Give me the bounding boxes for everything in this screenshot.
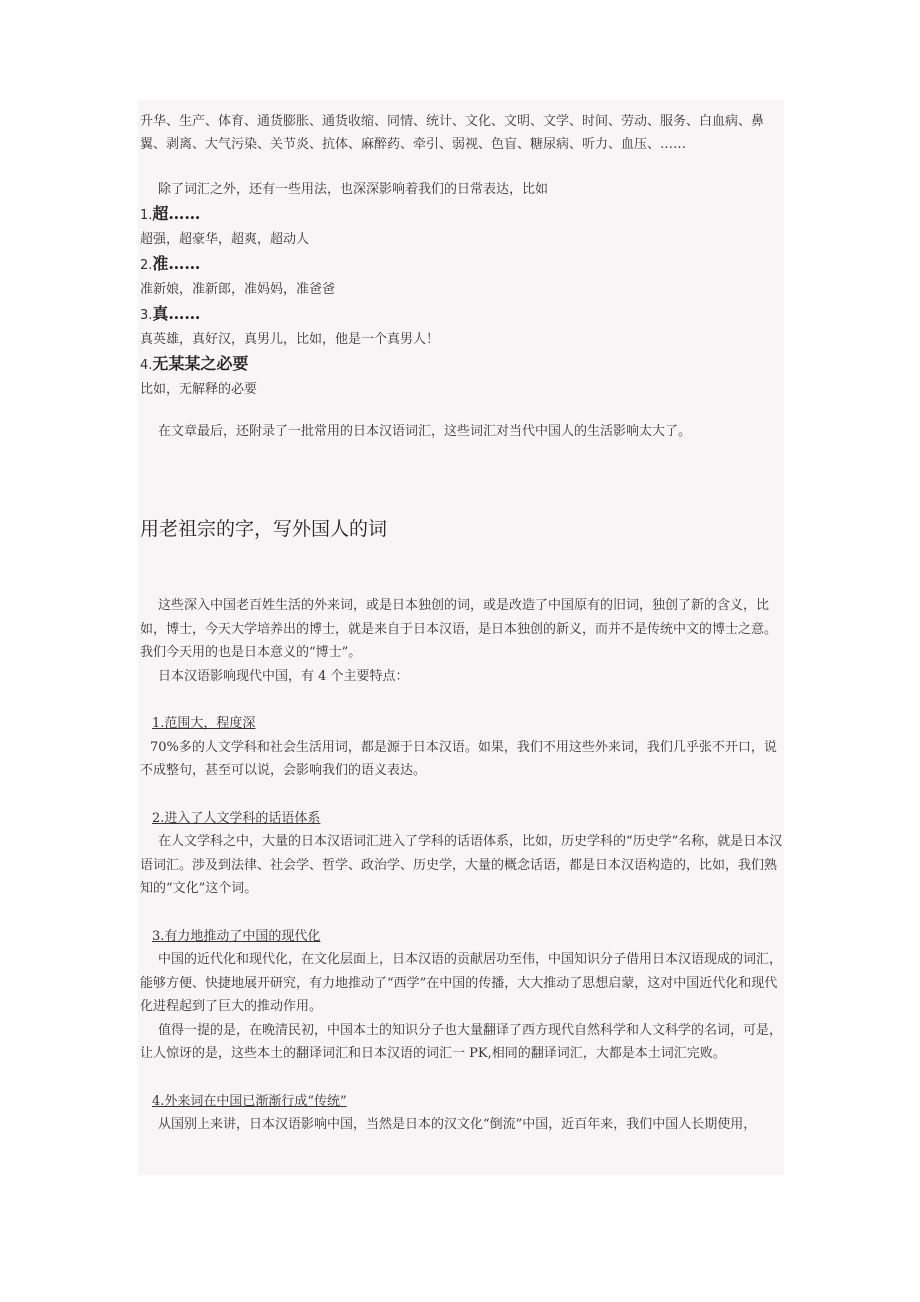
usage-heading-2: 2.准…… [140, 253, 201, 273]
spacer [140, 783, 784, 807]
usage-intro-paragraph: 除了词汇之外，还有一些用法，也深深影响着我们的日常表达，比如 [158, 182, 549, 197]
usage-examples-2: 准新娘，准新郎，准妈妈，准爸爸 [140, 281, 336, 297]
spacer [140, 1066, 784, 1090]
point-title-1: 1.范围大，程度深 [152, 716, 256, 731]
usage-list [140, 202, 784, 402]
point-paragraph: 在人文学科之中，大量的日本汉语词汇进入了学科的话语体系，比如，历史学科的“历史学”名称，就是日本汉语词汇。涉及到法律、社会学、哲学、政治学、历史学，大量的概念话语，都是日本汉语构造的，比如，我们熟知的“文化”这个词。 [140, 834, 783, 896]
usage-heading-3: 3.真…… [140, 303, 201, 323]
usage-word: 准…… [152, 253, 201, 273]
usage-examples-3: 真英雄，真好汉，真男儿，比如，他是一个真男人！ [140, 331, 440, 347]
usage-examples-4: 比如，无解释的必要 [140, 381, 258, 397]
usage-word: 超…… [152, 203, 201, 223]
usage-examples-1: 超强，超豪华，超爽，超动人 [140, 231, 310, 247]
closing-paragraph: 在文章最后，还附录了一批常用的日本汉语词汇，这些词汇对当代中国人的生活影响太大了。 [158, 423, 692, 439]
term-list-paragraph: 升华、生产、体育、通货膨胀、通货收缩、同情、统计、文化、文明、文学、时间、劳动、服务、白血病、鼻翼、剥离、大气污染、关节炎、抗体、麻醉药、牵引、弱视、色盲、糖尿病、听力、血压、…… [140, 114, 765, 152]
document-page [138, 100, 784, 1175]
point-title-3: 3.有力地推动了中国的现代化 [152, 928, 321, 944]
spacer [140, 156, 784, 178]
section-paragraph: 日本汉语影响现代中国，有 4 个主要特点： [158, 668, 409, 684]
point-title-4: 4.外来词在中国已渐渐行成“传统” [152, 1093, 347, 1109]
spacer [140, 688, 784, 712]
usage-word: 真…… [152, 303, 201, 323]
usage-heading-4: 4.无某某之必要 [140, 353, 249, 373]
point-paragraph: 70%多的人文学科和社会生活用词，都是源于日本汉语。如果，我们不用这些外来词，我们几乎张不开口，说不成整句，甚至可以说，会影响我们的语义表达。 [140, 739, 777, 778]
point-paragraph: 中国的近代化和现代化，在文化层面上，日本汉语的贡献居功至伟，中国知识分子借用日本汉语现成的词汇，能够方便、快捷地展开研究，有力地推动了“西学”在中国的传播，大大推动了思想启蒙，这对中国近代化和现代化进程起到了巨大的推动作用。 [140, 952, 783, 1014]
usage-word: 无某某之必要 [152, 353, 249, 373]
point-paragraph: 从国别上来讲，日本汉语影响中国，当然是日本的汉文化“倒流”中国，近百年来，我们中国人长期使用， [158, 1117, 757, 1132]
point-paragraph: 值得一提的是，在晚清民初，中国本土的知识分子也大量翻译了西方现代自然科学和人文科学的名词，可是，让人惊讶的是，这些本土的翻译词汇和日本汉语的词汇一 PK,相同的翻译词汇，大都是本土词汇完败。 [140, 1022, 783, 1061]
spacer [140, 901, 784, 925]
section-title: 用老祖宗的字，写外国人的词 [140, 518, 388, 540]
section-paragraph: 这些深入中国老百姓生活的外来词，或是日本独创的词，或是改造了中国原有的旧词，独创了新的含义，比如，博士，今天大学培养出的博士，就是来自于日本汉语，是日本独创的新义，而并不是传统中文的博士之意。我们今天用的也是日本意义的“博士”。 [140, 598, 778, 660]
point-title-2: 2.进入了人文学科的话语体系 [152, 810, 321, 826]
usage-heading-1: 1.超…… [140, 203, 201, 223]
